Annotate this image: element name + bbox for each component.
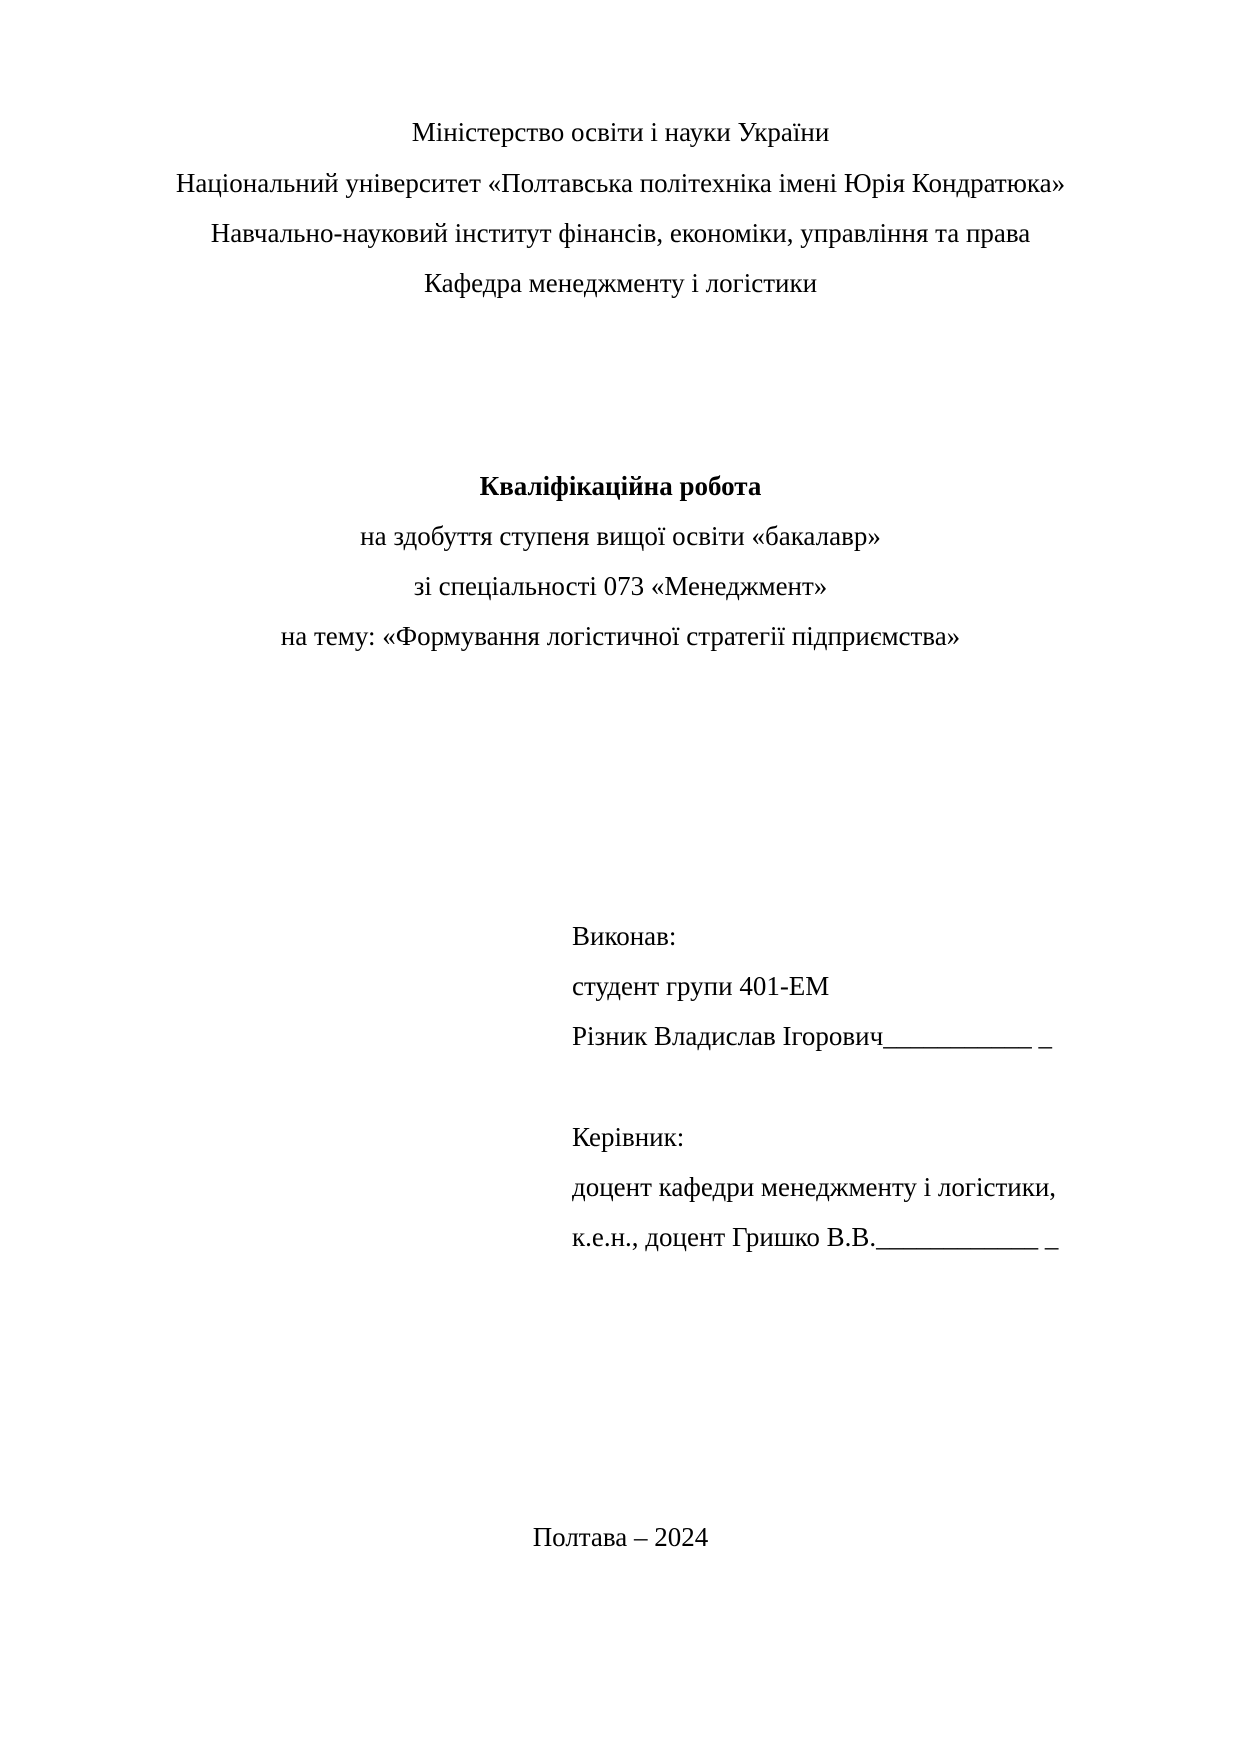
- performer-label: Виконав:: [572, 921, 677, 951]
- department-heading: Кафедра менеджменту і логістики: [423, 268, 818, 298]
- performer-name-signature: Різник Владислав Ігорович___________ _: [572, 1021, 1052, 1051]
- institute-heading: Навчально-науковий інститут фінансів, економіки, управління та права: [210, 218, 1031, 248]
- ministry-heading: Міністерство освіти і науки України: [411, 117, 830, 147]
- specialty-line: зі спеціальності 073 «Менеджмент»: [413, 571, 828, 601]
- performer-group: студент групи 401-ЕМ: [572, 971, 830, 1001]
- supervisor-label: Керівник:: [572, 1122, 685, 1152]
- supervisor-name-signature: к.е.н., доцент Гришко В.В.____________ _: [572, 1222, 1059, 1252]
- degree-line: на здобуття ступеня вищої освіти «бакалавр»: [360, 521, 881, 551]
- topic-line: на тему: «Формування логістичної стратегії підприємства»: [280, 621, 961, 651]
- university-heading: Національний університет «Полтавська політехніка імені Юрія Кондратюка»: [175, 168, 1066, 198]
- city-year: Полтава – 2024: [532, 1522, 709, 1552]
- document-title: Кваліфікаційна робота: [479, 471, 762, 501]
- supervisor-position: доцент кафедри менеджменту і логістики,: [572, 1172, 1057, 1202]
